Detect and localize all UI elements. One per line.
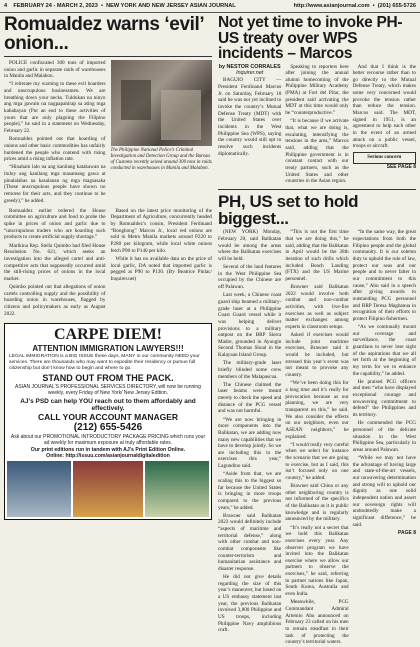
- story1-paragraph: “Hinahain lalo na ang kanilang katakawan na ituloy ang kanilang mga masamang gawa at pinalalabas na kasalanan ng mga magsasaka (These unscrupulous people have shown no remorse for their acts, and they continue to be greedy),” he added.: [4, 164, 106, 204]
- ad-title: CARPE DIEM!: [54, 325, 162, 343]
- story3-paragraph: Brawner said Balikatan 2022 would involve both combat and non-combat activities, with live-fire exercises as well as subject matter exchanges among experts in classroom setups.: [285, 284, 349, 330]
- story2-paragraph: And that I think is the better recourse rather than to go directly to the Mutual Defense Treaty, which makes some very concerned would provoke the tension rather than reduce the tension. Marcos said. The MDT, signed in 1951, is an agreement to help each other in the event of an armed attack on a public vessel, troops or aircraft.: [352, 63, 416, 150]
- story3-paragraph: “I would really very careful when we select for instance the scenario that we are going to exercise, but as I said, this isn’t focused only on one country,” he added.: [285, 441, 349, 481]
- story1-paragraph: POLICE confiscated 300 tons of imported onion and garlic in separate raids of warehouses in Manila and Malabon.: [4, 60, 106, 80]
- story3-col2: [285, 229, 348, 647]
- ad-photo: [145, 461, 209, 517]
- story3-paragraph: “In the same way, the great expectations from both the Filipino people and the global community. It is our solemn duty to uphold the rule of law, protect our seas and our people and to never falter in our commitment to this cause,” Abu said in a speech after giving awards to outstanding PCG personnel and BRP Teresa Magbanua in recognition of their efforts to protect Filipino fishermen.: [352, 229, 416, 322]
- ad-photo: [73, 461, 143, 517]
- subhead: Serious concern: [353, 152, 416, 164]
- story1-headline: Romualdez warns ‘evil’ onion...: [4, 14, 204, 54]
- story1-body-3: [111, 208, 213, 319]
- ad-text-4: Ask about our PROMOTIONAL INTRODUCTORY PACKAGE PRICING which runs your ad weekly for maximum exposure at truly affordable rates.: [10, 433, 206, 446]
- phone: (201) 655-5726: [377, 3, 416, 9]
- story1-paragraph: Marikina Rep. Stella Quimbo had filed House Resolution No. 621, which seeks an investigation into the alleged cartel and anti-competitive acts that supposedly occurred amid the still-rising prices of onions in the local market.: [4, 242, 106, 282]
- continued-link[interactable]: PAGE 8: [398, 529, 416, 536]
- story3-paragraph: (NEW YORK) Monday, February 20, said Balikatan would be among the areas where the Balikatan exercises will be held.: [218, 229, 282, 262]
- carpe-diem-ad[interactable]: [4, 323, 212, 520]
- byline-source: Inquirer.net: [236, 70, 264, 77]
- story1-body-2: [4, 208, 106, 319]
- story3-paragraph: “We are now bringing in more components into the Balikatan, we are adding now many new capabilities that we have to develop jointly. So we are including this in the exercises this year,” Lagundino said.: [218, 416, 282, 470]
- ad-online-link[interactable]: Online: http://issuu.com/asianjournaldigitaledition: [46, 453, 170, 460]
- story3-paragraph: He praised PCG officers and men “who have displayed exceptional courage and unwavering commitment to defend” the Philippines and its territory.: [352, 378, 416, 419]
- story2-columns: [218, 64, 416, 187]
- story3-paragraph: “Aside from that, we are scaling this to the biggest so far because the United States is bringing in more troops compared to the previous years,” he added.: [218, 471, 282, 511]
- story2-col1: [218, 64, 281, 187]
- story2-headline: Not yet time to invoke PH-US treaty over WPS incidents – Marcos: [218, 14, 403, 62]
- story3-paragraph: Meanwhile, PCG Commandant Admiral Artemio Abu announced on February 23 called on his men to remain steadfast in their task of protecting the country’s territorial waters.: [285, 599, 349, 646]
- story2-paragraph: BAGUIO CITY — President Ferdinand Marcos Jr. on Saturday, February 18 said he was not yet inclined to invoke the country’s Mutual Defense Treaty (MDT) with the United States over incidents in the West Philippine Sea (WPS), saying the country would still opt to resolve such incidents diplomatically.: [218, 77, 282, 157]
- divider: [218, 189, 416, 190]
- header-right: http://www.asianjournal.com • (201) 655-5726: [293, 3, 416, 9]
- story3-paragraph: “We’ve been doing this for a long time and it’s really for provocation because as our planning, we are very transparent on this,” he said. We also consider the effects on our neighbors, even our ASEAN neighbors,” he explained.: [285, 380, 349, 440]
- story3-col3: [353, 229, 416, 647]
- right-column: [218, 14, 416, 646]
- story3-columns: [218, 229, 416, 647]
- story3-col1: [218, 229, 281, 647]
- ad-cta: STAND OUT FROM THE PACK.: [42, 373, 174, 384]
- ad-text-5: Our print editions run in tandem with AJ’s Print Edition Online.: [30, 447, 186, 454]
- story3-paragraph: Brawner said Balikatan 2023 would definitely include “aspects of maritime and territorial defense,” along with other combat and non-combat components like counter-terrorism and humanitarian assistance and disaster response.: [218, 512, 282, 572]
- story1-columns-2: [4, 208, 212, 319]
- story2-paragraph: Speaking to reporters here after joining the annual alumni homecoming of the Philippine Military Academy (PMA) at Fort del Pilar, the president said activating the MDT at this time would only be “counterproductive.”: [285, 63, 349, 117]
- story3-paragraph: “It’s really not a secret that we hold this Balikatan exercises every year. Any observer program we have invited into the Balikatan exercise where we allow our partners to observe the exercises,” he said, referring to partner nations like Japan, South Korea, Australia and even India.: [285, 524, 349, 598]
- story1-paragraph: While it has no available data on the price of local garlic, DA noted that imported garlic is pegged at P90 to P130. (By Beatrice Pinlac/ Inquirer.net): [110, 255, 212, 282]
- story3-paragraph: “This is not the first time that we are doing this,” he said, adding that the Balikatan in April would be the 38th iteration of such drills which included Beach Landing (FTX) and the US Marine personnel.: [285, 229, 349, 282]
- story3-paragraph: The military-grade laser briefly blinded some crew members of the Malapascua.: [218, 360, 282, 380]
- story1-paragraph: Romualdez pointed out that hoarding of onions and other basic commodities has unfairly burdened the people who contend with rising prices amid a rising inflation rate.: [4, 136, 106, 163]
- ad-text-2: ASIAN JOURNAL’S PROFESSIONAL SERVICES DIRECTORY, will now be running weekly, every Friday of New York/ New Jersey Edition.: [15, 384, 201, 397]
- divider: [4, 56, 212, 57]
- story3-headline: PH, US set to hold biggest...: [218, 192, 359, 229]
- header-left: 4 FEBRUARY 24 - MARCH 2, 2023 • NEW YORK AND NEW JERSEY ASIAN JOURNAL: [4, 3, 236, 9]
- story2-col3: [353, 64, 416, 187]
- story1-columns: [4, 60, 212, 206]
- photo-caption: The Philippine National Police’s Criminal Investigation and Detection Group and the Bureau of Customs recently seized around 300 tons in raids conducted in warehouses in Manila and Malabon.: [110, 148, 212, 172]
- page-header-bar: [0, 0, 420, 13]
- ad-images: [5, 459, 211, 519]
- story3-paragraph: Several of the land features in the West Philippine Sea occupied by the Chinese are off Palawan.: [218, 264, 282, 291]
- story2-col2: [285, 64, 348, 187]
- story1-paragraph: “I reiterate my warning to these evil hoarders and unscrupulous businessmen. We are breathing down your necks. Tuldukan na ninyo ang mga gawain na nagpapahirap sa ating mga kababayan (Put an end to these activities of yours that are only plaguing the Filipino people),” he said in a statement on Wednesday, February 22.: [4, 81, 106, 135]
- site-url[interactable]: http://www.asianjournal.com: [293, 3, 370, 9]
- story3-paragraph: The Chinese claimed the laser beams were meant merely to check the speed and distance of the PCG vessel and was not harmful.: [218, 381, 282, 415]
- ad-phone[interactable]: (212) 655-5426: [73, 421, 143, 433]
- story3-paragraph: “As we continually mount our coverage and surveillance, the coast guardians to never lose sight of the aspirations that we all set forth at the beginning of my term for we to enhance the capability,” he added.: [352, 324, 416, 377]
- ad-photo: [7, 461, 71, 517]
- byline: by NESTOR CORRALES: [218, 63, 281, 70]
- story3-paragraph: Asked if exercises would include joint maritime exercises, Brawner said it would be included, but stressed this year’s event was not meant to provoke any country.: [285, 332, 349, 379]
- story1-photo-col: [111, 60, 213, 206]
- story1-body: [4, 60, 106, 206]
- story3-paragraph: He commended the PCG personnel of the delicate situation in the West Philippine Sea, particularly in areas around Palawan.: [352, 420, 416, 453]
- issue-date: FEBRUARY 24 - MARCH 2, 2023: [13, 3, 98, 9]
- story1-paragraph: Based on the latest price monitoring of the Department of Agriculture, concurrently headed by Romualdez’s cousin, President Ferdinand “Bongbong” Marcos Jr., local red onions are sold in Metro Manila markets around P220 to P280 per kilogram, while local white onions fetch P90 to P140 per kilo.: [110, 207, 212, 254]
- story3-paragraph: Last week, a Chinese coast guard ship beamed a military-grade laser at a Philippine Coast Guard vessel while it was helping deliver provisions to a military outpost on the BRP Sierra Madre, grounded in Ayungin Second Thomas Shoal in the Kalayaan Island Group.: [218, 292, 282, 359]
- story1-paragraph: Romualdez earlier ordered the House committee on agriculture and food to probe the spike in prices of onion and garlic due to “unscrupulous traders who are hoarding such products to create artificial supply shortage.”: [4, 207, 106, 241]
- paper-name: NEW YORK AND NEW JERSEY ASIAN JOURNAL: [106, 3, 236, 9]
- story1-paragraph: Quimbo pointed out that allegations of onion cartels controlling supply and the possibility of hoarding onion in warehouses, flagged by citizens and policymakers as early as August 2022.: [4, 284, 106, 317]
- story3-paragraph: He did not give details regarding the size of this year’s maneuver, but based on a US embassy statement last year, the previous Balikatan involved 3,800 Philippine and US troops, including Philippine Navy amphibious craft.: [218, 574, 282, 634]
- ad-text: LEGAL IMMIGRATION is a BIG ISSUE these days. MANY in our community NEED your services. There are thousands who may want to expedite their residency or pursue full citizenship but don’t know how to begin and where to go.: [9, 353, 200, 372]
- ad-text-3: AJ’s PSD can help YOU reach out to them affordably and effectively.: [20, 397, 196, 412]
- left-column: [4, 15, 212, 480]
- warehouse-photo: [111, 60, 213, 146]
- ad-call: CALL YOUR ACCOUNT MANAGER: [37, 411, 179, 422]
- continued-link[interactable]: SEE PAGE 8: [386, 163, 416, 170]
- story3-paragraph: Brawner said China or any other neighboring country is not informed of the specifics of the Balikatan as it is public knowledge and is regularly announced by the military.: [285, 483, 349, 523]
- page-number: 4: [4, 3, 8, 9]
- ad-subtitle: ATTENTION IMMIGRATION LAWYERS!!!: [32, 343, 184, 353]
- story2-paragraph: “It is because if we activate that, what we are doing is, escalating, intensifying the tensions in the area,” Marcos said, adding that the Philippine government is in constant contact with our treaty partners, such as the United States and other countries in the Asian region.: [285, 118, 349, 185]
- story3-paragraph: “While we may not have the advantage of having large and state-of-the-art vessels, our unwavering determination and strong will to uphold our dignity as one solid independent nation and assert our sovereign rights will undoubtedly make a significant difference,” he said.: [352, 454, 416, 528]
